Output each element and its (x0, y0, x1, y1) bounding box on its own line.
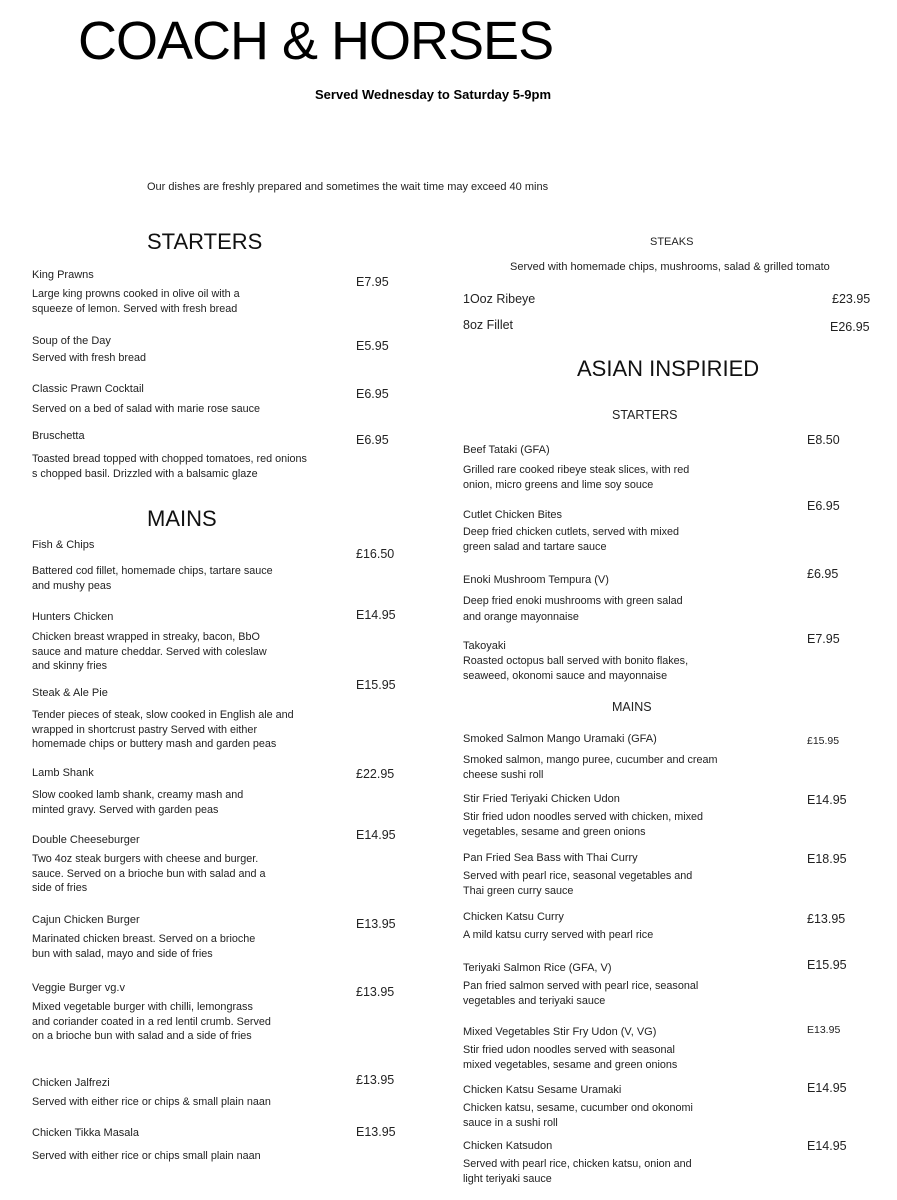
dish-description: Large king prowns cooked in olive oil with a squeeze of lemon. Served with fresh bread (32, 288, 240, 315)
steaks-note: Served with homemade chips, mushrooms, salad & grilled tomato (510, 261, 830, 273)
dish-name: Chicken Katsu Sesame Uramaki (463, 1084, 622, 1096)
dish-price: £13.95 (807, 912, 846, 926)
dish-description: Slow cooked lamb shank, creamy mash and minted gravy. Served with garden peas (32, 789, 244, 816)
dish-price: £6.95 (807, 567, 839, 581)
dish-description: Two 4oz steak burgers with cheese and burger. sauce. Served on a brioche bun with salad and a side of fries (32, 853, 266, 894)
dish-name: Pan Fried Sea Bass with Thai Curry (463, 852, 638, 864)
dish-price: E14.95 (356, 608, 396, 622)
dish-name: Hunters Chicken (32, 611, 114, 623)
steak-price: £23.95 (832, 292, 871, 306)
asian-mains-heading: MAINS (612, 700, 652, 714)
dish-description: Served with either rice or chips small plain naan (32, 1150, 261, 1162)
dish-description: Chicken breast wrapped in streaky, bacon, BbO sauce and mature cheddar. Served with coleslaw and skinny fries (32, 631, 267, 672)
dish-price: £13.95 (356, 985, 395, 999)
dish-name: Soup of the Day (32, 335, 111, 347)
starters-heading: STARTERS (147, 229, 263, 254)
dish-price: E14.95 (807, 1081, 847, 1095)
dish-price: E7.95 (807, 632, 840, 646)
dish-name: Bruschetta (32, 430, 85, 442)
dish-description: Chicken katsu, sesame, cucumber ond okonomi sauce in a sushi roll (463, 1102, 693, 1129)
dish-name: Chicken Katsudon (463, 1140, 553, 1152)
dish-price: £13.95 (356, 1073, 395, 1087)
dish-description: Served with pearl rice, chicken katsu, onion and light teriyaki sauce (463, 1158, 692, 1185)
dish-description: Served with either rice or chips & small plain naan (32, 1096, 271, 1108)
dish-name: Cajun Chicken Burger (32, 914, 140, 926)
dish-name: Takoyaki (463, 640, 506, 652)
dish-description: Roasted octopus ball served with bonito flakes, seaweed, okonomi sauce and mayonnaise (463, 655, 689, 682)
dish-description: Toasted bread topped with chopped tomatoes, red onions s chopped basil. Drizzled with a balsamic glaze (32, 453, 307, 480)
dish-name: Teriyaki Salmon Rice (GFA, V) (463, 962, 612, 974)
wait-time-notice: Our dishes are freshly prepared and sometimes the wait time may exceed 40 mins (147, 181, 549, 193)
dish-name: Steak & Ale Pie (32, 687, 108, 699)
dish-price: E5.95 (356, 339, 389, 353)
dish-price: E14.95 (356, 828, 396, 842)
dish-description: Stir fried udon noodles served with chicken, mixed vegetables, sesame and green onions (463, 811, 704, 838)
dish-description: Served with pearl rice, seasonal vegetables and Thai green curry sauce (463, 870, 693, 897)
dish-price: E15.95 (356, 678, 396, 692)
dish-price: E13.95 (356, 1125, 396, 1139)
mains-heading: MAINS (147, 506, 217, 531)
dish-name: Smoked Salmon Mango Uramaki (GFA) (463, 733, 657, 745)
dish-description: Served with fresh bread (32, 352, 147, 364)
dish-description: Marinated chicken breast. Served on a brioche bun with salad, mayo and side of fries (32, 933, 256, 960)
steak-name: 1Ooz Ribeye (463, 292, 536, 306)
dish-name: Chicken Tikka Masala (32, 1127, 139, 1139)
dish-price: £15.95 (807, 735, 840, 747)
dish-price: E15.95 (807, 958, 847, 972)
dish-description: A mild katsu curry served with pearl rice (463, 929, 654, 941)
dish-price: £22.95 (356, 767, 395, 781)
dish-price: E13.95 (807, 1024, 841, 1036)
dish-description: Deep fried chicken cutlets, served with mixed green salad and tartare sauce (463, 526, 680, 553)
dish-price: E6.95 (356, 433, 389, 447)
steak-price: E26.95 (830, 320, 870, 334)
dish-description: Deep fried enoki mushrooms with green salad and orange mayonnaise (463, 595, 683, 623)
dish-name: Mixed Vegetables Stir Fry Udon (V, VG) (463, 1026, 657, 1038)
dish-price: E6.95 (807, 499, 840, 513)
dish-description: Mixed vegetable burger with chilli, lemongrass and coriander coated in a red lentil crumb. Served on a brioche bun with salad and a side of fries (32, 1001, 271, 1042)
dish-name: Classic Prawn Cocktail (32, 383, 144, 395)
dish-name: Lamb Shank (32, 767, 94, 779)
dish-name: Fish & Chips (32, 539, 95, 551)
dish-description: Served on a bed of salad with marie rose sauce (32, 403, 261, 415)
dish-description: Tender pieces of steak, slow cooked in English ale and wrapped in shortcrust pastry Served with either homemade chips or buttery mash and garden peas (32, 709, 294, 750)
dish-name: Chicken Katsu Curry (463, 911, 564, 923)
dish-price: E6.95 (356, 387, 389, 401)
asian-starters-heading: STARTERS (612, 408, 678, 422)
dish-name: Cutlet Chicken Bites (463, 509, 563, 521)
dish-name: Beef Tataki (GFA) (463, 444, 550, 456)
dish-name: Stir Fried Teriyaki Chicken Udon (463, 793, 620, 805)
dish-price: E8.50 (807, 433, 840, 447)
dish-description: Pan fried salmon served with pearl rice, seasonal vegetables and teriyaki sauce (463, 980, 699, 1007)
dish-price: E18.95 (807, 852, 847, 866)
dish-description: Smoked salmon, mango puree, cucumber and cream cheese sushi roll (463, 754, 718, 781)
dish-price: E7.95 (356, 275, 389, 289)
dish-price: E13.95 (356, 917, 396, 931)
dish-name: Veggie Burger vg.v (32, 982, 125, 994)
steaks-heading: STEAKS (650, 236, 694, 248)
dish-name: Chicken Jalfrezi (32, 1077, 110, 1089)
dish-name: Enoki Mushroom Tempura (V) (463, 574, 609, 586)
dish-description: Grilled rare cooked ribeye steak slices, with red onion, micro greens and lime soy souce (463, 464, 690, 491)
dish-description: Stir fried udon noodles served with seasonal mixed vegetables, sesame and green onions (463, 1044, 678, 1071)
dish-price: E14.95 (807, 1139, 847, 1153)
dish-price: E14.95 (807, 793, 847, 807)
service-hours: Served Wednesday to Saturday 5-9pm (315, 87, 552, 102)
dish-price: £16.50 (356, 547, 395, 561)
asian-heading: ASIAN INSPIRIED (577, 356, 760, 381)
restaurant-title: COACH & HORSES (78, 11, 554, 71)
dish-name: Double Cheeseburger (32, 834, 140, 846)
dish-description: Battered cod fillet, homemade chips, tartare sauce and mushy peas (32, 565, 273, 592)
steak-name: 8oz Fillet (463, 318, 514, 332)
dish-name: King Prawns (32, 269, 94, 281)
